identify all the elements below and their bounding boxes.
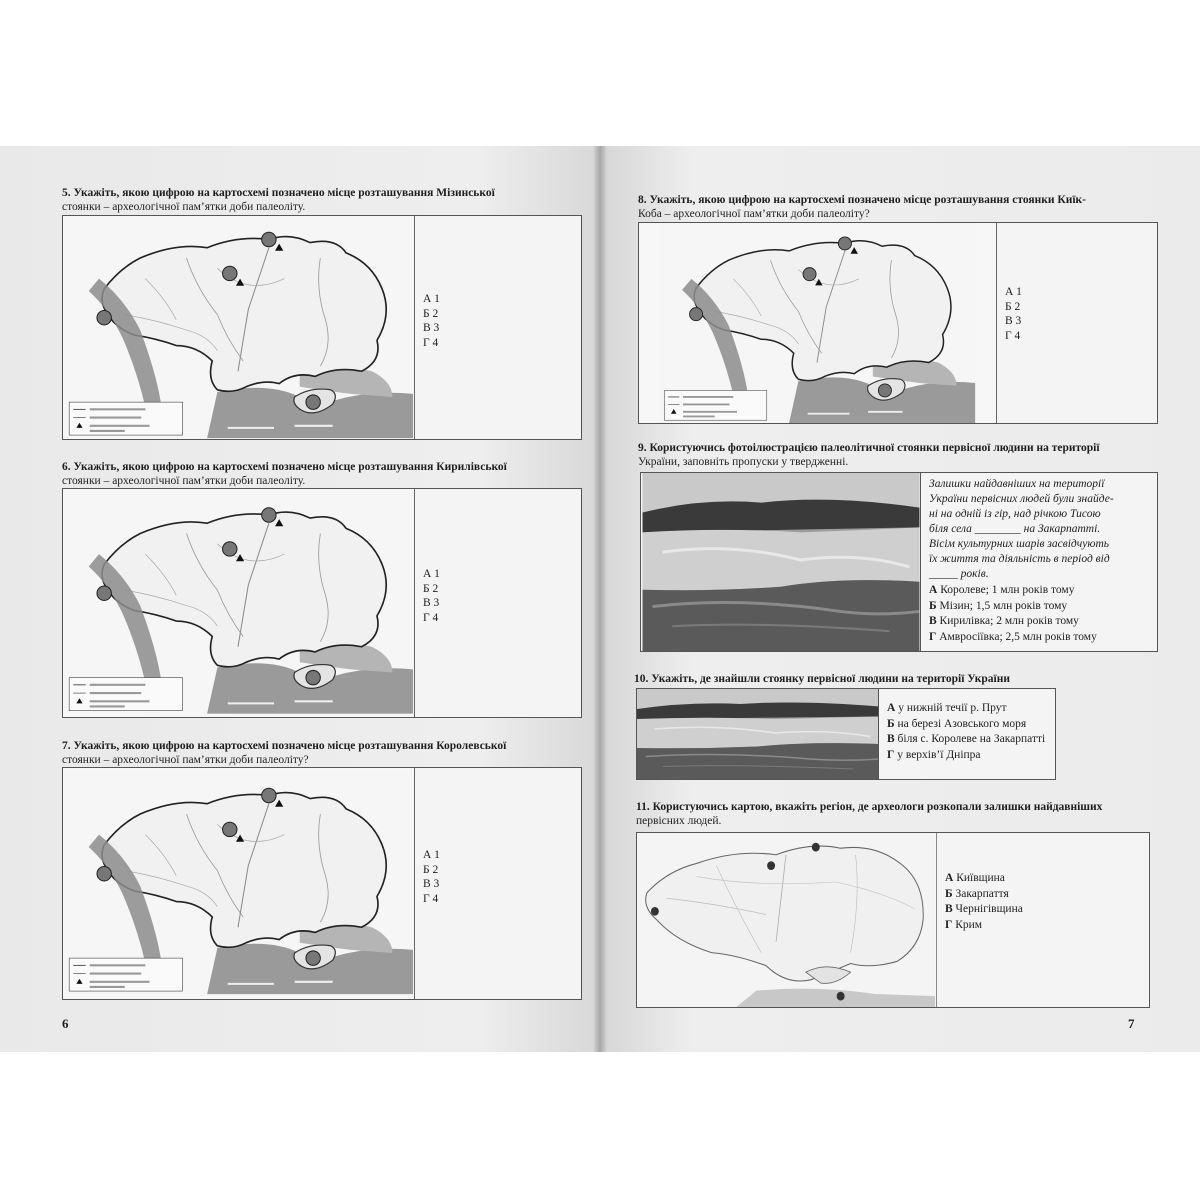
question-number: 5. <box>62 187 71 199</box>
question-number: 10. <box>634 673 649 685</box>
page-number-left: 6 <box>62 1016 69 1031</box>
option-d[interactable]: Г 4 <box>423 611 439 624</box>
answer-options <box>929 583 1157 645</box>
answer-options <box>423 567 440 625</box>
option-b[interactable]: Б Мізин; 1,5 млн років тому <box>929 599 1068 612</box>
question-7 <box>62 739 582 767</box>
option-a[interactable]: А у нижній течії р. Прут <box>887 702 1007 714</box>
question-5-box <box>62 215 582 440</box>
option-b[interactable]: Б Закарпаття <box>945 887 1009 900</box>
question-text: Укажіть, якою цифрою на картосхемі позначено місце розташування Кирилівської <box>73 461 507 473</box>
statement-line: _____ років. <box>929 568 989 580</box>
question-8-box <box>638 222 1158 424</box>
map-ukraine <box>639 223 997 423</box>
option-d[interactable]: Г 4 <box>423 336 439 349</box>
question-11-box <box>636 832 1150 1008</box>
option-b[interactable]: Б 2 <box>423 307 439 320</box>
statement-line: біля села ________ на Закарпатті. <box>929 523 1101 535</box>
option-d[interactable]: Г 4 <box>1005 329 1021 342</box>
page-number-right: 7 <box>1128 1016 1135 1031</box>
question-text-cont: України, заповніть пропуски у твердженні. <box>638 456 849 468</box>
option-c[interactable]: В 3 <box>423 878 440 890</box>
question-text: Укажіть, якою цифрою на картосхемі позначено місце розташування стоянки Киїк- <box>649 194 1086 206</box>
quarry-photo <box>637 689 879 779</box>
option-c[interactable]: В Чернігівщина <box>945 903 1023 915</box>
question-text-cont: стоянки – археологічної пам’ятки доби палеоліту. <box>62 475 306 487</box>
question-text: Укажіть, де знайшли стоянку первісної людини на території України <box>651 673 1010 685</box>
option-c[interactable]: В Кирилівка; 2 млн років тому <box>929 615 1079 627</box>
question-number: 11. <box>636 801 650 813</box>
question-text: Користуючись картою, вкажіть регіон, де археологи розкопали залишки найдавніших <box>652 801 1103 813</box>
option-c[interactable]: В біля с. Королеве на Закарпатті <box>887 733 1046 745</box>
option-a[interactable]: А 1 <box>423 568 440 580</box>
option-a[interactable]: А 1 <box>423 849 440 861</box>
book-gutter <box>594 146 606 1052</box>
question-number: 9. <box>638 442 647 454</box>
question-text-cont: стоянки – археологічної пам’ятки доби палеоліту. <box>62 201 306 213</box>
question-text: Укажіть, якою цифрою на картосхемі позначено місце розташування Королевської <box>73 740 507 752</box>
quarry-photo <box>641 473 921 651</box>
question-8 <box>638 193 1158 221</box>
question-text: Користуючись фотоілюстрацією палеолітичної стоянки первісної людини на території <box>649 442 1100 454</box>
fill-in-statement <box>929 477 1153 582</box>
answer-options <box>423 848 440 906</box>
statement-line: ні на одній із гір, над річкою Тисою <box>929 508 1101 520</box>
question-6 <box>62 460 582 488</box>
option-a[interactable]: А 1 <box>423 293 440 305</box>
statement-line: їх життя та діяльність в період від <box>929 553 1110 565</box>
question-number: 8. <box>638 194 647 206</box>
option-b[interactable]: Б на березі Азовського моря <box>887 717 1027 730</box>
question-11 <box>636 800 1156 828</box>
question-6-box <box>62 488 582 718</box>
question-7-box <box>62 767 582 1000</box>
answer-options <box>887 701 1057 763</box>
question-text: Укажіть, якою цифрою на картосхемі позначено місце розташування Мізинської <box>73 187 495 199</box>
option-b[interactable]: Б 2 <box>423 582 439 595</box>
answer-options <box>423 292 440 350</box>
statement-line: Залишки найдавніших на території <box>929 478 1105 490</box>
option-b[interactable]: Б 2 <box>1005 300 1021 313</box>
statement-line: Вісім культурних шарів засвідчують <box>929 538 1109 550</box>
question-number: 6. <box>62 461 71 473</box>
answer-options <box>945 871 1145 933</box>
map-ukraine <box>63 216 415 439</box>
question-number: 7. <box>62 740 71 752</box>
question-text-cont: стоянки – археологічної пам’ятки доби палеоліту? <box>62 754 309 766</box>
map-ukraine <box>63 768 415 999</box>
option-c[interactable]: В 3 <box>423 597 440 609</box>
option-a[interactable]: А Королеве; 1 млн років тому <box>929 584 1075 596</box>
question-5 <box>62 186 582 214</box>
option-d[interactable]: Г 4 <box>423 892 439 905</box>
option-a[interactable]: А Київщина <box>945 872 1005 884</box>
option-c[interactable]: В 3 <box>1005 315 1022 327</box>
question-9-box <box>640 472 1158 652</box>
question-10-box <box>636 688 1056 780</box>
option-a[interactable]: А 1 <box>1005 286 1022 298</box>
question-text-cont: Коба – археологічної пам’ятки доби палеоліту? <box>638 208 870 220</box>
question-text-cont: первісних людей. <box>636 815 722 827</box>
answer-options <box>1005 285 1022 343</box>
statement-line: України первісних людей були знайде- <box>929 493 1114 505</box>
option-b[interactable]: Б 2 <box>423 863 439 876</box>
option-d[interactable]: Г у верхів’ї Дніпра <box>887 748 981 761</box>
option-d[interactable]: Г Крим <box>945 918 983 931</box>
question-9 <box>638 441 1158 469</box>
map-ukraine <box>63 489 415 717</box>
option-c[interactable]: В 3 <box>423 322 440 334</box>
map-ukraine-regions <box>637 833 937 1007</box>
question-10 <box>634 672 1154 686</box>
option-d[interactable]: Г Амвросіївка; 2,5 млн років тому <box>929 630 1097 643</box>
